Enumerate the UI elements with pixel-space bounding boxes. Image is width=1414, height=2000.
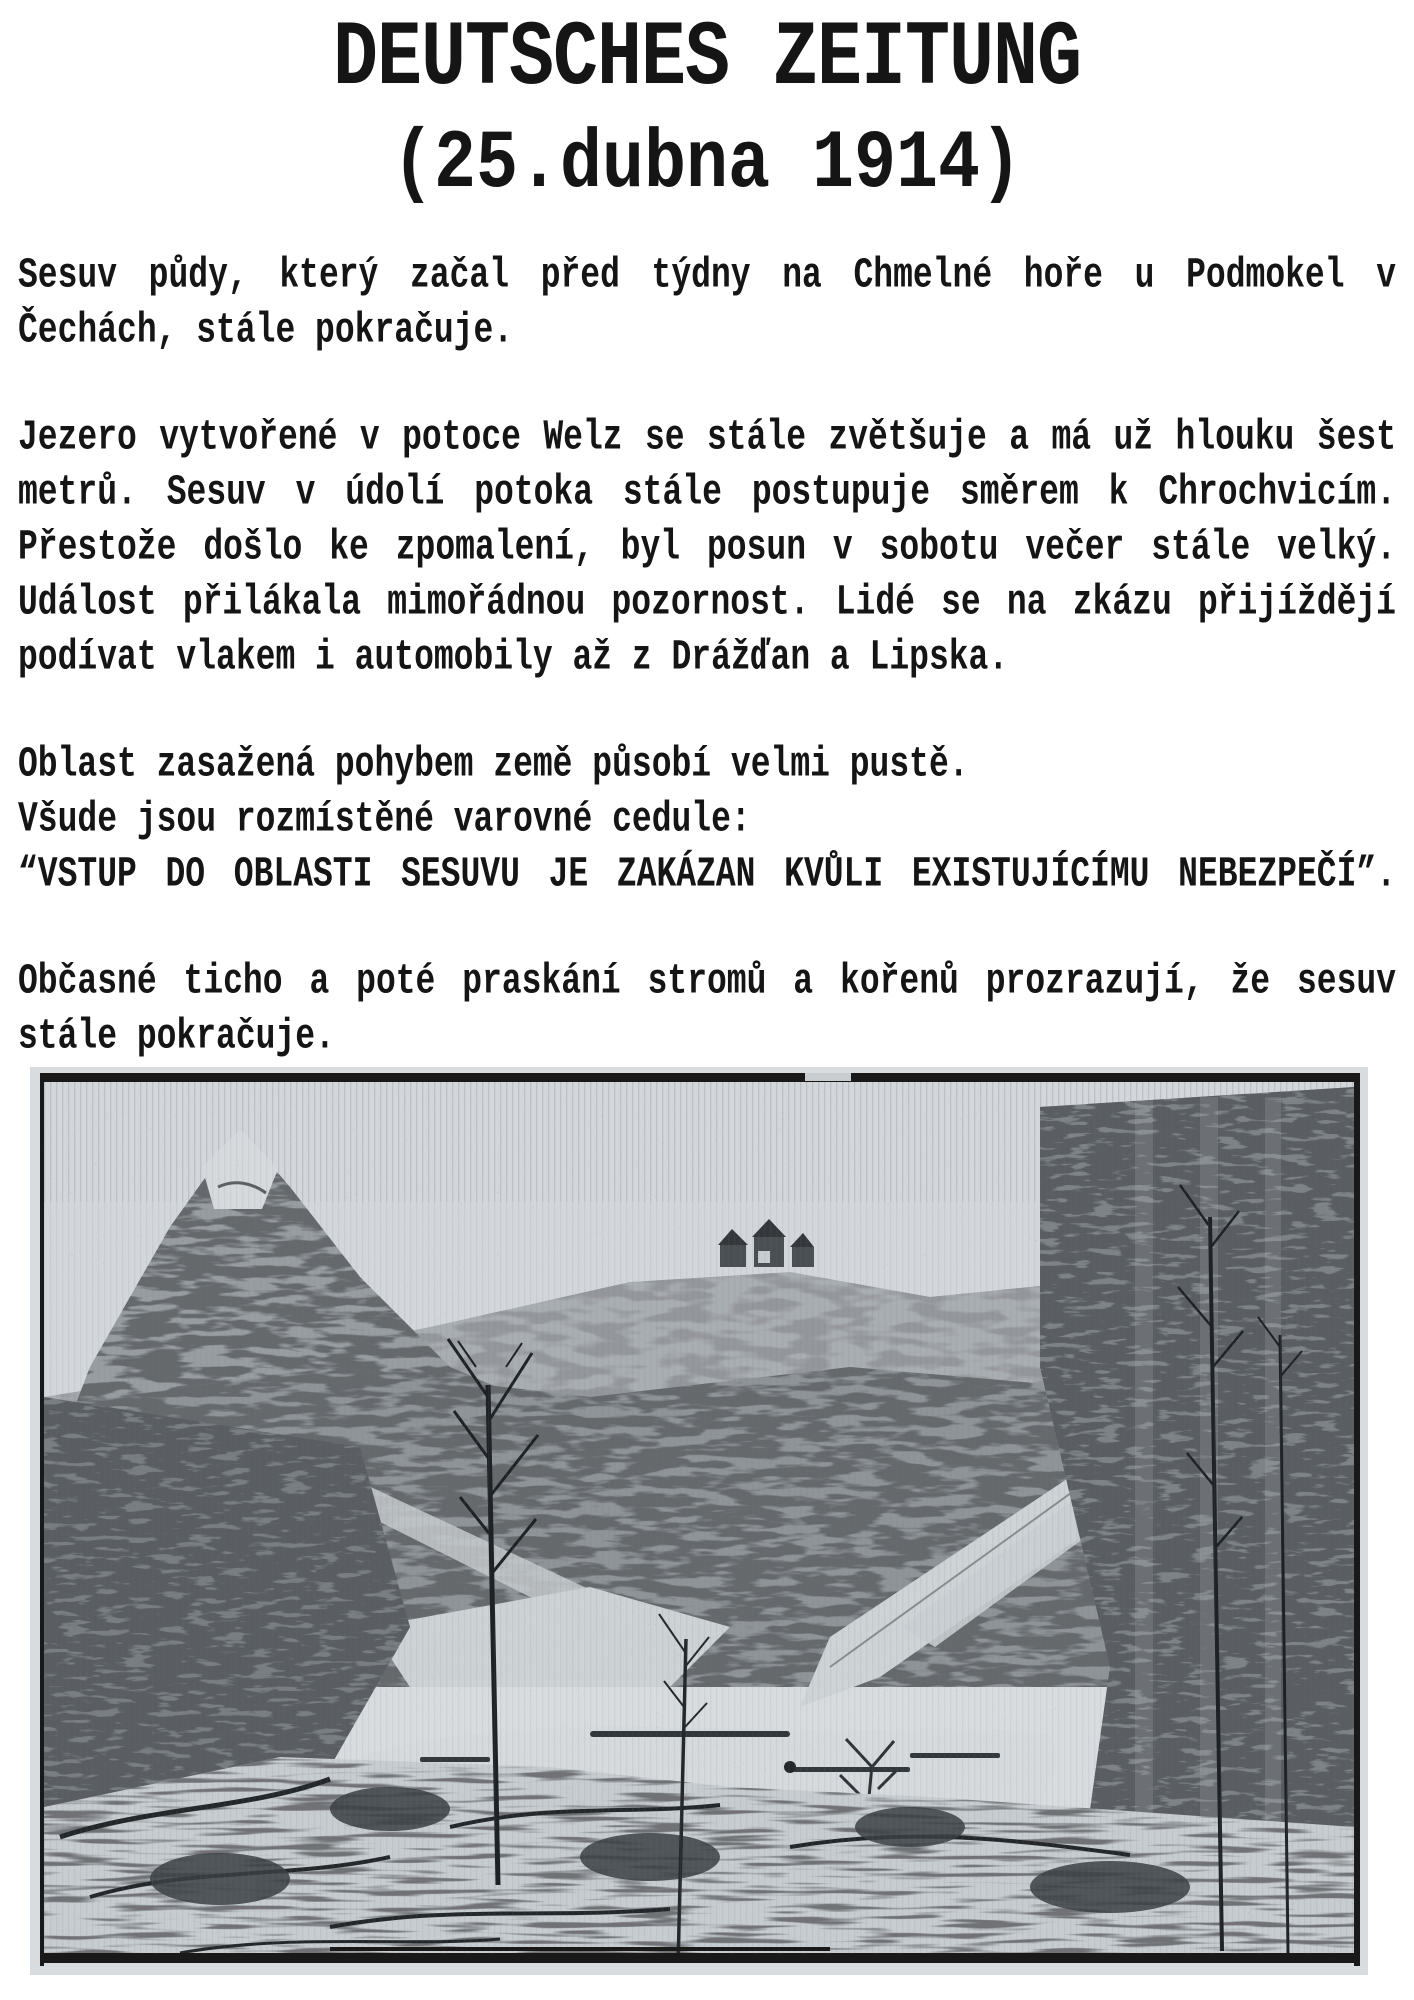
date-line: (25.dubna 1914) [391, 118, 1023, 213]
text-line: Událost přilákala mimořádnou pozornost. Lidé se na zkázu přijíždějí [18, 578, 1396, 627]
paragraph [18, 954, 1396, 1064]
text-line: “VSTUP DO OBLASTI SESUVU JE ZAKÁZAN KVŮLI EXISTUJÍCÍMU NEBEZPEČÍ”. [18, 850, 1396, 899]
text-line: Všude jsou rozmístěné varovné cedule: [18, 795, 751, 844]
paragraph [18, 248, 1396, 358]
masthead [0, 7, 1414, 216]
text-line: Jezero vytvořené v potoce Welz se stále zvětšuje a má už hlouku šest [18, 413, 1396, 462]
text-line: podívat vlakem i automobily až z Drážďan a Lipska. [18, 633, 1009, 682]
text-line: Sesuv půdy, který začal před týdny na Chmelné hoře u Podmokel v [18, 251, 1396, 300]
text-line: Občasné ticho a poté praskání stromů a kořenů prozrazují, že sesuv [18, 957, 1396, 1006]
text-line: Oblast zasažená pohybem země působí velmi pustě. [18, 740, 969, 789]
scan-streaks [44, 1082, 1354, 1953]
text-line: metrů. Sesuv v údolí potoka stále postupuje směrem k Chrochvicím. [18, 468, 1396, 517]
text-line: Čechách, stále pokračuje. [18, 306, 514, 355]
landslide-engraving-image [30, 1067, 1368, 1975]
text-line: stále pokračuje. [18, 1012, 335, 1061]
text-line: Přestože došlo ke zpomalení, byl posun v sobotu večer stále velký. [18, 523, 1396, 572]
landslide-figure [30, 1067, 1368, 1975]
article-body [18, 248, 1396, 1116]
paragraph [18, 737, 1396, 902]
paragraph [18, 410, 1396, 685]
page-title: DEUTSCHES ZEITUNG [332, 7, 1082, 112]
